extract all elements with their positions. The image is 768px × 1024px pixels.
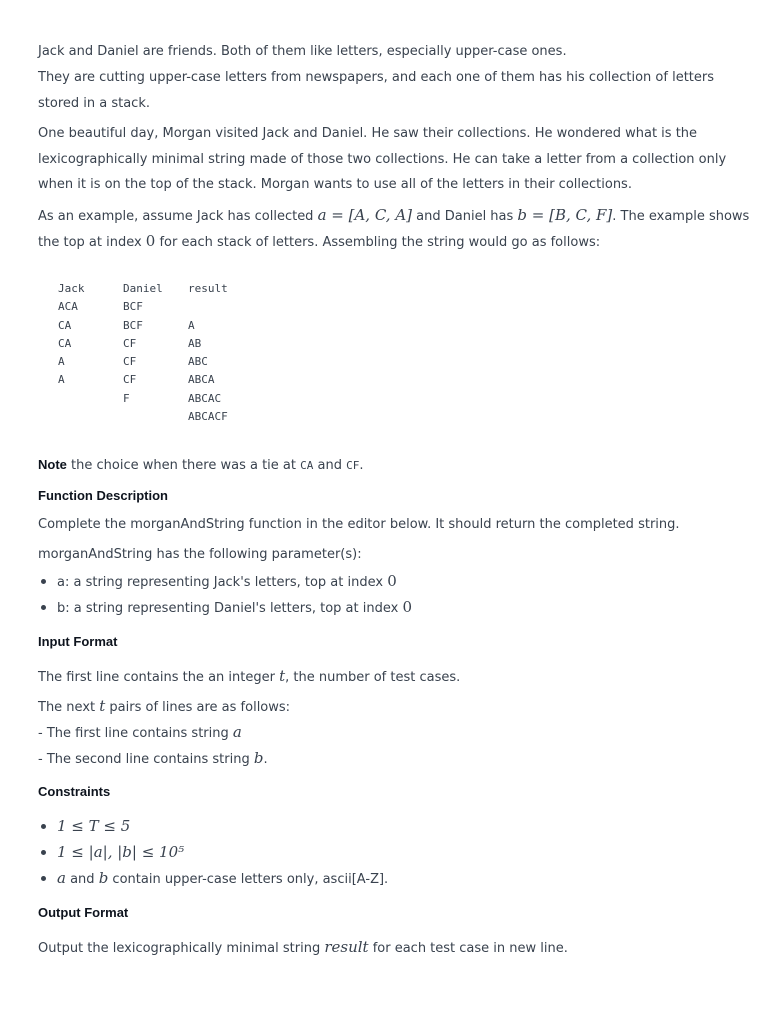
note-line xyxy=(38,452,738,479)
table-row xyxy=(58,300,268,318)
table-cell: CF xyxy=(123,373,137,387)
math-zero: 0 xyxy=(402,598,412,616)
table-header-row xyxy=(58,282,268,300)
table-cell: A xyxy=(58,355,65,369)
math-a-array: a = [A, C, A] xyxy=(317,206,413,224)
table-cell: CF xyxy=(123,355,137,369)
constraint-t: 1 ≤ T ≤ 5 xyxy=(57,817,131,835)
math-zero: 0 xyxy=(145,232,156,250)
math-zero: 0 xyxy=(387,572,397,590)
table-header: Daniel xyxy=(123,282,163,295)
function-description-line-2: morganAndString has the following parameter(s): xyxy=(38,547,362,562)
table-row xyxy=(58,410,268,428)
function-description-heading: Function Description xyxy=(38,488,168,503)
input-text: The next xyxy=(38,700,100,715)
example-text: As an example, assume Jack has collected xyxy=(38,209,318,224)
output-format-heading: Output Format xyxy=(38,905,129,920)
input-format-line-2 xyxy=(38,693,738,721)
table-cell: A xyxy=(188,318,195,332)
table-cell: AB xyxy=(188,336,202,350)
output-text: Output the lexicographically minimal string xyxy=(38,941,325,956)
note-label: Note xyxy=(38,457,67,472)
math-result: result xyxy=(324,938,369,956)
function-description-line-1: Complete the morganAndString function in the editor below. It should return the completed string. xyxy=(38,517,680,532)
input-text: - The second line contains string xyxy=(38,752,254,767)
table-cell: BCF xyxy=(123,318,143,332)
intro-line-1: Jack and Daniel are friends. Both of them like letters, especially upper-case ones. xyxy=(38,44,567,59)
table-cell: F xyxy=(123,391,130,405)
table-cell xyxy=(188,300,268,318)
input-text: The first line contains the an integer xyxy=(38,670,280,685)
para2-line-3: when it is on the top of the stack. Morgan wants to use all of the letters in their collections. xyxy=(38,177,632,192)
constraint-length: 1 ≤ |a|, |b| ≤ 10⁵ xyxy=(57,843,185,861)
table-cell: ACA xyxy=(58,300,78,314)
note-text: the choice when there was a tie at xyxy=(66,458,301,473)
table-cell: CA xyxy=(58,336,72,350)
example-text: and Daniel has xyxy=(412,209,518,224)
math-b: b xyxy=(253,749,264,767)
example-text: . The example shows xyxy=(612,209,750,224)
table-row xyxy=(58,373,268,391)
table-row xyxy=(58,337,268,355)
table-row xyxy=(58,392,268,410)
input-format-line-1 xyxy=(38,663,738,691)
math-a: a xyxy=(232,723,242,741)
intro-line-2: They are cutting upper-case letters from newspapers, and each one of them has his collection of letters xyxy=(38,70,715,85)
math-t: t xyxy=(279,667,286,685)
table-cell: BCF xyxy=(123,300,143,314)
para2-line-1: One beautiful day, Morgan visited Jack and Daniel. He saw their collections. He wondered what is the xyxy=(38,126,698,141)
table-cell: ABCAC xyxy=(188,391,222,405)
table-row xyxy=(58,319,268,337)
example-line-1 xyxy=(38,202,750,230)
math-b: b xyxy=(98,869,109,887)
example-table xyxy=(58,282,268,428)
inline-code: CA xyxy=(300,459,314,472)
constraint-text: and xyxy=(65,872,99,887)
input-text: - The first line contains string xyxy=(38,726,233,741)
table-cell: ABC xyxy=(188,355,208,369)
table-cell: ABCA xyxy=(188,373,215,387)
output-text: for each test case in new line. xyxy=(368,941,568,956)
input-format-heading: Input Format xyxy=(38,634,118,649)
table-cell xyxy=(58,410,123,428)
table-cell: ABCACF xyxy=(188,410,228,424)
table-cell xyxy=(123,410,188,428)
table-cell xyxy=(58,392,123,410)
table-header: Jack xyxy=(58,282,85,295)
math-a: a xyxy=(57,869,66,887)
constraints-heading: Constraints xyxy=(38,784,111,799)
output-format-line xyxy=(38,934,738,962)
math-t: t xyxy=(99,697,106,715)
input-format-line-4 xyxy=(38,745,738,773)
note-text: and xyxy=(313,458,347,473)
note-text: . xyxy=(359,458,364,473)
table-cell: CA xyxy=(58,318,72,332)
bullet-text: a: a string representing Jack's letters, top at index xyxy=(57,575,388,590)
bullet-text: b: a string representing Daniel's letters, top at index xyxy=(57,601,403,616)
table-row xyxy=(58,355,268,373)
input-text: pairs of lines are as follows: xyxy=(105,700,291,715)
constraint-text: contain upper-case letters only, ascii[A-Z]. xyxy=(108,872,389,887)
example-text: for each stack of letters. Assembling the string would go as follows: xyxy=(155,235,601,250)
table-header: result xyxy=(188,282,228,295)
table-cell: CF xyxy=(123,336,137,350)
math-b-array: b = [B, C, F] xyxy=(517,206,613,224)
inline-code: CF xyxy=(346,459,360,472)
example-text: the top at index xyxy=(38,235,146,250)
intro-line-3: stored in a stack. xyxy=(38,96,150,111)
input-text: . xyxy=(263,752,268,767)
input-format-line-3 xyxy=(38,719,738,747)
table-cell: A xyxy=(58,373,65,387)
example-line-2 xyxy=(38,228,738,256)
para2-line-2: lexicographically minimal string made of those two collections. He can take a letter from a collection only xyxy=(38,152,727,167)
input-text: , the number of test cases. xyxy=(285,670,461,685)
